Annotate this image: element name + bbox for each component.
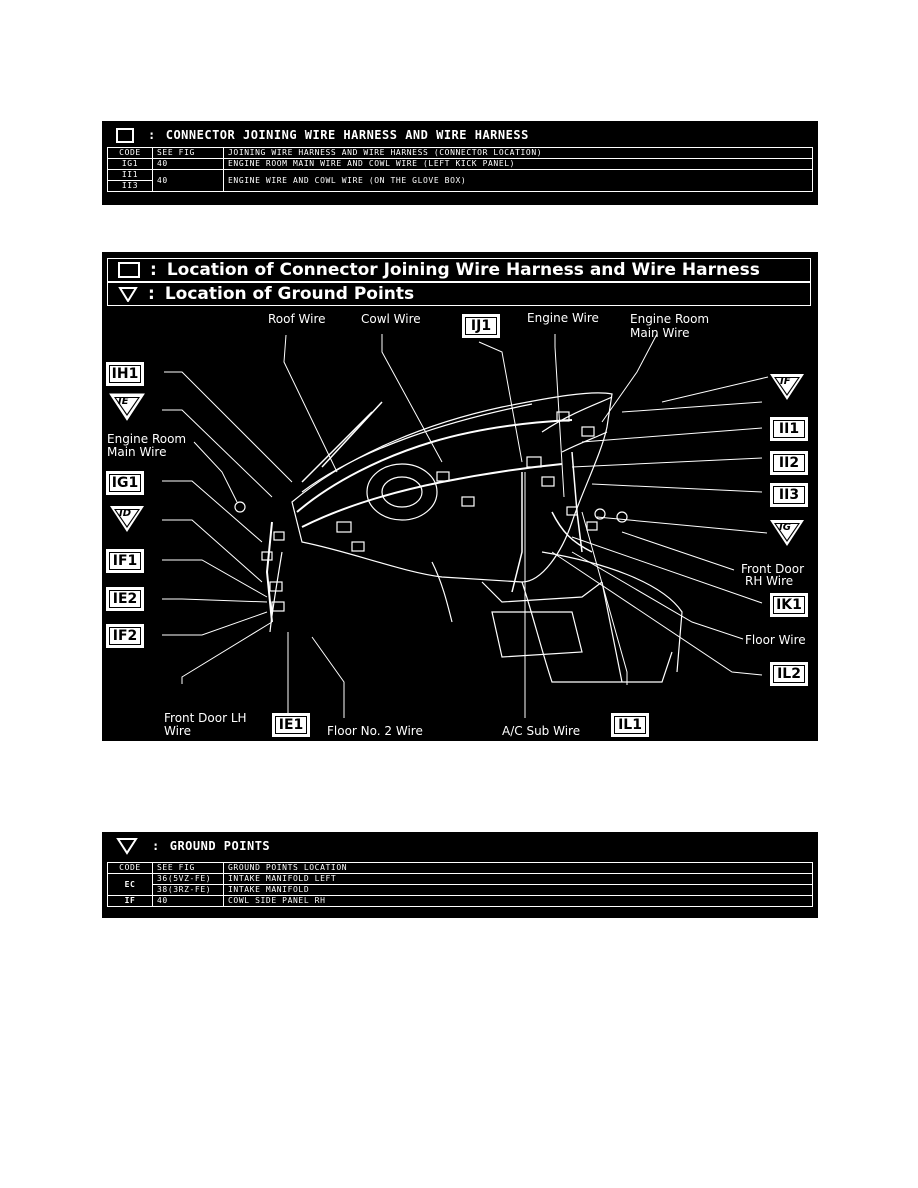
label-engine-room-main-right-1: Engine Room (630, 312, 710, 326)
ground-table-title: GROUND POINTS (169, 839, 271, 853)
row-code: II1 (108, 170, 153, 181)
row-location: INTAKE MANIFOLD LEFT (224, 874, 813, 885)
ground-point-ig: IG (768, 518, 806, 548)
connector-code-ii3: II3 (770, 483, 808, 507)
wire-harness-diagram (102, 252, 818, 741)
connector-table-title: CONNECTOR JOINING WIRE HARNESS AND WIRE HARNESS (165, 128, 529, 142)
ground-table-header: : GROUND POINTS (116, 836, 270, 856)
table-row (108, 159, 813, 170)
connector-code-ii1: II1 (770, 417, 808, 441)
row-code: IF (108, 896, 153, 907)
header-see-fig: SEE FIG (153, 148, 224, 159)
row-code: II3 (108, 181, 153, 192)
table-row (108, 885, 813, 896)
row-location: INTAKE MANIFOLD (224, 885, 813, 896)
row-location: ENGINE ROOM MAIN WIRE AND COWL WIRE (LEFT KICK PANEL) (224, 159, 813, 170)
label-floor-wire: Floor Wire (745, 633, 806, 647)
label-engine-wire: Engine Wire (527, 311, 599, 325)
header-see-fig: SEE FIG (153, 863, 224, 874)
diagram-title-connector: Location of Connector Joining Wire Harness and Wire Harness (166, 260, 760, 280)
row-fig: 40 (153, 896, 224, 907)
ground-triangle-icon (116, 837, 138, 855)
label-front-door-lh-2: Wire (164, 724, 191, 738)
diagram-header-connector: : Location of Connector Joining Wire Harness and Wire Harness (107, 258, 811, 282)
label-front-door-rh-2: RH Wire (745, 574, 794, 588)
connector-code-if1: IF1 (106, 549, 144, 573)
header-code: CODE (108, 863, 153, 874)
connector-code-ij1: IJ1 (462, 314, 500, 338)
ground-data-table (107, 862, 813, 907)
label-cowl-wire: Cowl Wire (361, 312, 421, 326)
row-fig: 40 (153, 159, 224, 170)
connector-code-ig1: IG1 (106, 471, 144, 495)
label-front-door-rh-1: Front Door (741, 562, 805, 576)
table-row (108, 896, 813, 907)
connector-data-table (107, 147, 813, 192)
table-row (108, 170, 813, 181)
diagram-header-ground: : Location of Ground Points (107, 282, 811, 306)
row-code: IG1 (108, 159, 153, 170)
connector-code-il1: IL1 (611, 713, 649, 737)
row-code: EC (108, 874, 153, 896)
row-fig: 40 (153, 170, 224, 192)
connector-code-ih1: IH1 (106, 362, 144, 386)
table-row (108, 874, 813, 885)
connector-joining-table (102, 121, 818, 205)
label-engine-room-main-left-1: Engine Room (107, 432, 187, 446)
label-roof-wire: Roof Wire (268, 312, 326, 326)
label-engine-room-main-right-2: Main Wire (630, 326, 690, 340)
row-fig: 38(3RZ-FE) (153, 885, 224, 896)
connector-code-ii2: II2 (770, 451, 808, 475)
table-header-row (108, 863, 813, 874)
connector-square-icon (116, 128, 134, 143)
row-location: COWL SIDE PANEL RH (224, 896, 813, 907)
label-engine-room-main-left-2: Main Wire (107, 445, 167, 459)
connector-code-if2: IF2 (106, 624, 144, 648)
label-floor-no2-wire: Floor No. 2 Wire (327, 724, 423, 738)
connector-table-header: : CONNECTOR JOINING WIRE HARNESS AND WIRE HARNESS (116, 125, 529, 145)
ground-point-id: ID (108, 504, 146, 534)
table-header-row (108, 148, 813, 159)
connector-code-ie2: IE2 (106, 587, 144, 611)
dashboard-illustration (102, 252, 818, 741)
ground-point-ie: IE (108, 392, 146, 422)
header-location: JOINING WIRE HARNESS AND WIRE HARNESS (CONNECTOR LOCATION) (224, 148, 813, 159)
label-ac-sub-wire: A/C Sub Wire (502, 724, 581, 738)
diagram-title-ground: Location of Ground Points (164, 284, 415, 304)
row-fig: 36(5VZ-FE) (153, 874, 224, 885)
ground-points-table (102, 832, 818, 918)
connector-code-ik1: IK1 (770, 593, 808, 617)
header-location: GROUND POINTS LOCATION (224, 863, 813, 874)
row-location: ENGINE WIRE AND COWL WIRE (ON THE GLOVE BOX) (224, 170, 813, 192)
label-front-door-lh-1: Front Door LH (164, 711, 247, 725)
connector-code-ie1: IE1 (272, 713, 310, 737)
header-code: CODE (108, 148, 153, 159)
ground-point-if: IF (768, 372, 806, 402)
connector-code-il2: IL2 (770, 662, 808, 686)
